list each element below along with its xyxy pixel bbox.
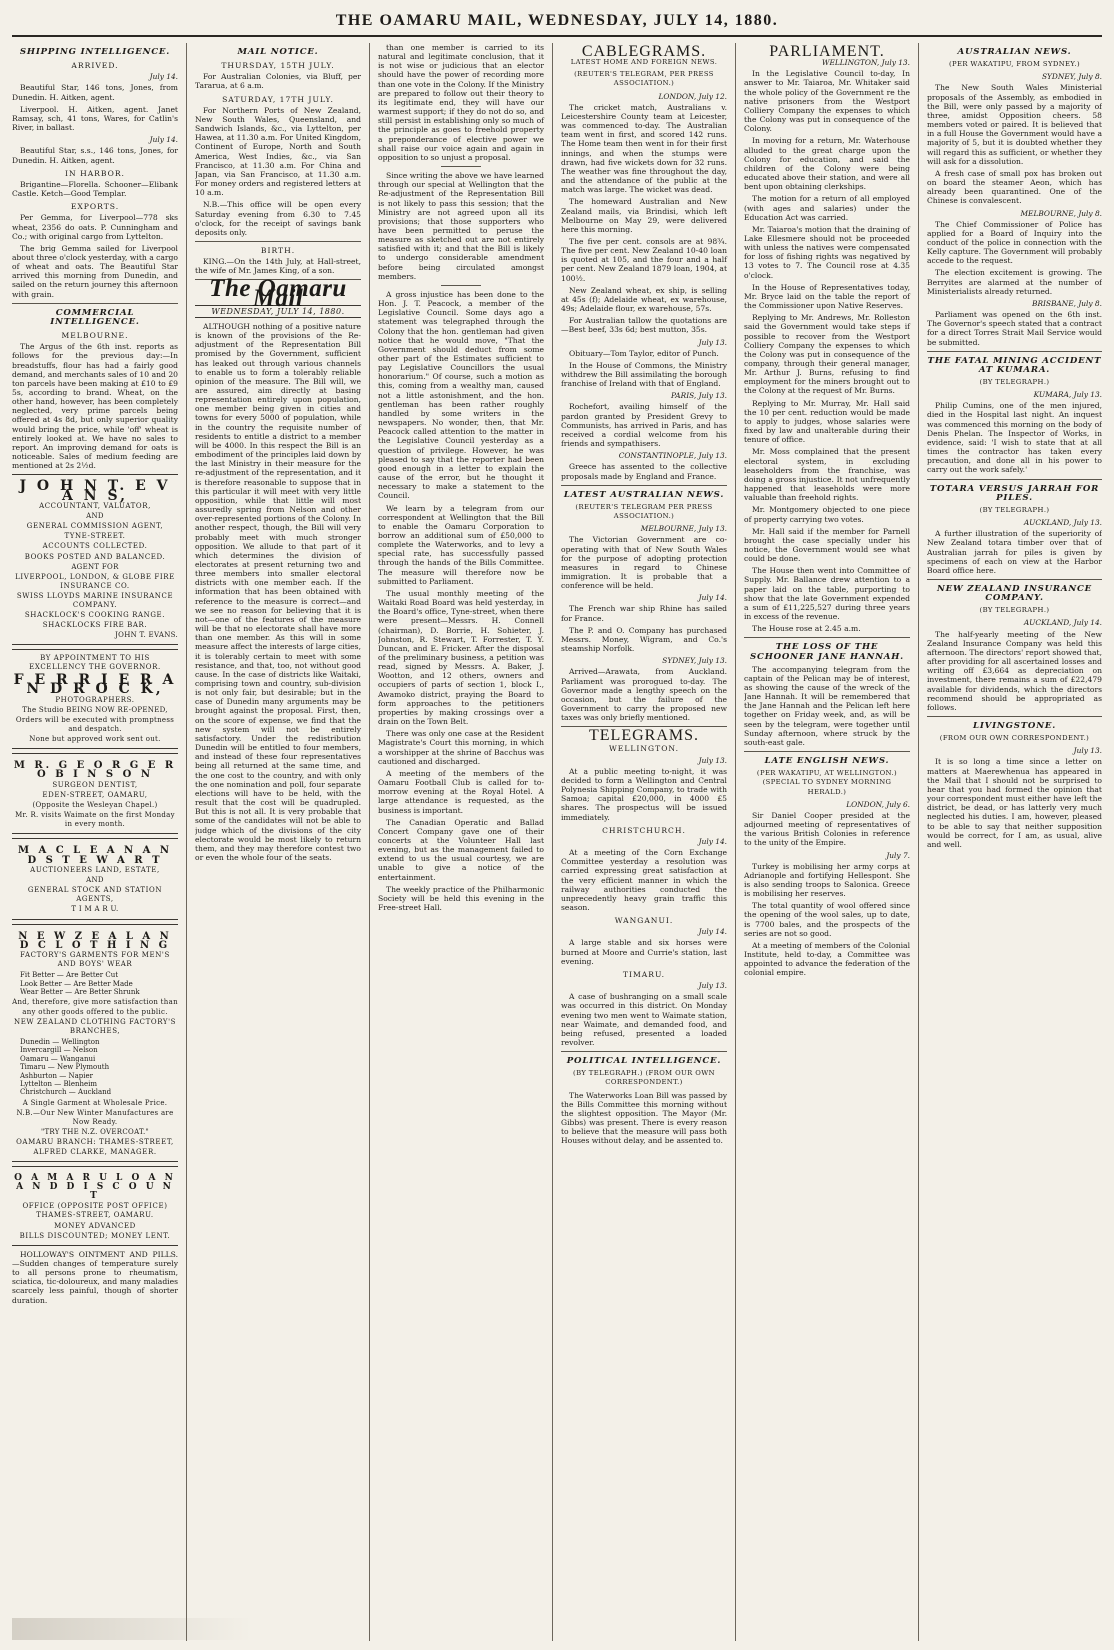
evans-line: ACCOUNTANT, VALUATOR, xyxy=(39,501,151,510)
dateline: July 13. xyxy=(698,981,727,991)
fatal-mining-heading: THE FATAL MINING ACCIDENT AT KUMARA. xyxy=(927,355,1102,375)
clothing-advert xyxy=(12,924,178,1162)
evans-line: TYNE-STREET. xyxy=(64,532,126,541)
news-text: Philip Cumins, one of the men injured, died in the Hospital last night. An inquest was commenced this morning on the body of Denis Phelan. The Inspector of Works, in evidence, said: 'I wish to state that at all times the contractor has taken every precaution, and done all in his power to carry out the work safely.' xyxy=(927,401,1102,475)
list-item: Invercargill — Nelson xyxy=(20,1046,98,1055)
parliament-text: Replying to Mr. Murray, Mr. Hall said the 10 per cent. reduction would be made to apply to judges, whose salaries were fixed by law and unalterable during their tenure of office. xyxy=(744,398,910,445)
loan-advert xyxy=(12,1166,178,1246)
maclean-line: AUCTIONEERS LAND, ESTATE, xyxy=(30,865,160,874)
clothing-line: FACTORY'S GARMENTS FOR MEN'S AND BOYS' WEAR xyxy=(20,950,170,968)
cable-text: Rochefort, availing himself of the pardon granted by President Grevy to Communists, has arrived in Paris, and has received a cordial welcome from his friends and sympathisers. xyxy=(561,402,727,449)
parliament-text: In the House of Representatives today, Mr. Bryce laid on the table the report of the Commissioner upon Native Reserves. xyxy=(744,282,910,311)
cable-text: The five per cent. consols are at 98¾. The five per cent. New Zealand 10-40 loan is quoted at 105, and the four and a half per cent. New Zealand 1879 loan, 1904, at 100½. xyxy=(561,236,727,283)
place-heading: WELLINGTON. xyxy=(608,744,679,754)
robinson-advert xyxy=(12,753,178,834)
cable-text: For Australian tallow the quotations are—Best beef, 33s 6d; best mutton, 35s. xyxy=(561,316,727,335)
column-4 xyxy=(561,43,736,1641)
list-item: Lyttelton — Blenheim xyxy=(20,1080,98,1088)
divider xyxy=(12,303,178,304)
list-item: Oamaru — Wanganui xyxy=(20,1054,96,1063)
news-text: The Victorian Government are co-operating with that of New South Wales for the purpose of adopting protection measures in regard to Chinese immigration. It is probable that a conference will be held. xyxy=(561,535,727,591)
parliament-text: The House then went into Committee of Supply. Mr. Ballance drew attention to a paper laid on the table, purporting to show that the late Government expended a sum of £11,225,527 during three years in excess of the revenue. xyxy=(744,566,910,622)
totara-source: (BY TELEGRAPH.) xyxy=(979,505,1050,514)
cablegrams-heading: CABLEGRAMS. xyxy=(581,43,707,60)
parliament-text: Mr. Taiaroa's motion that the draining of Lake Ellesmere should not be proceeded with unless the natives were compensated for loss of fishing rights was negatived by 13 votes to 7. The Council rose at 4.35 o'clock. xyxy=(744,224,910,280)
news-text: A fresh case of small pox has broken out on board the steamer Aeon, which has already been quarantined. One of the Chinese is convalescent. xyxy=(927,168,1102,206)
editorial-text: ALTHOUGH nothing of a positive nature is known of the provisions of the Re-adjustment of the Representation Bill promised by the Government, sufficient has leaked out through various channels to enable us to form a tolerably reliable opinion of the measure. The Bill will, we are assured, aim directly at basing representation entirely upon population, one member being given in cities and towns for every 5000 of population, while in the country the requisite number of residents to entitle a district to a member will be 4000. In this respect the Bill is an embodiment of the principles laid down by the last Ministry in their measure for the re-adjustment of the representation, and it is therefore reasonable to suppose that in this particular it will meet with very little opposition, while that little will most assuredly spring from Nelson and other over-represented portions of the Colony. In another respect, though, the Bill will very probably meet with much stronger opposition. We allude to that part of it which determines the division of electorates at present returning two and three members into smaller electoral districts with one member each. If the information that has been obtained with reference to the measure is correct—and we see no reason for believing that it is not—one of the features of the measure will be that no electorate shall have more than one member. As this will in some measure affect the interests of large cities, it is tolerably certain to meet with some resistance, and that, too, not without good cause. In the case of districts like Waitaki, comprising town and country, sub-division is not only fair, but desirable; but in the case of Dunedin many arguments may be brought against the proposal. First, then, on the score of expense, we find that the new system will not be entirely satisfactory. Under the redistribution Dunedin will be entitled to four members, and instead of these four representatives being all returned at the same time, and the one cost to the country, and with only the one nomination and poll, four separate elections will have to be held, with the result that the cost will be quadrupled. But this is not all. It is very probable that some of the candidates will not be able to judge which of the divisions of the city electorate would be most likely to return them, and they may therefore contest two or even the whole four of the seats. xyxy=(195,321,361,862)
evans-line: LIVERPOOL, LONDON, & GLOBE FIRE INSURANCE CO. xyxy=(15,572,175,590)
telegram-text: A case of bushranging on a small scale was occurred in this district. On Monday evening two men went to Waimate station, near Waimate, and demanded food, and being refused, presented a loaded revolver. xyxy=(561,992,727,1047)
maclean-line: AND xyxy=(86,875,104,884)
parliament-text: The motion for a return of all employed (with ages and salaries) under the Education Act was carried. xyxy=(744,194,910,222)
parliament-text: Replying to Mr. Andrews, Mr. Rolleston said the Government would take steps if possible to recover from the Westport Colliery Company the expenses to which the Colony was put in consequence of the company, through their general manager, Mr. Arthur J. Burns, refusing to find employment for the miners brought out to the Colony at the request of Mr. Burns. xyxy=(744,313,910,396)
political-text: The Waterworks Loan Bill was passed by the Bills Committee this morning without the slightest opposition. The Mayor (Mr. Gibbs) was present. There is every reason to believe that the measure will pass both Houses without delay, and be assented to. xyxy=(561,1090,727,1146)
maclean-name: M A C L E A N A N D S T E W A R T xyxy=(17,845,173,866)
evans-signature: JOHN T. EVANS. xyxy=(115,630,178,639)
loss-text: The accompanying telegram from the captain of the Pelican may be of interest, as showing the cause of the wreck of the Jane Hannah. It will be remembered that the Jane Hannah and the Pelican left here together on Friday week, and, as will be seen by the telegram, were together until Sunday afternoon, where struck by the south-east gale. xyxy=(744,664,910,747)
parliament-text: In moving for a return, Mr. Waterhouse alluded to the great charge upon the Colony for education, and said the children of the Colony were being educated above their station, and were all bent upon obtaining clerkships. xyxy=(744,136,910,192)
dateline: July 7. xyxy=(886,850,910,860)
list-item: Fit Better — Are Better Cut xyxy=(20,971,119,980)
divider xyxy=(927,579,1102,580)
robinson-line: (Opposite the Wesleyan Chapel.) xyxy=(32,800,158,809)
news-text: The total quantity of wool offered since the opening of the wool sales, up to date, is 7700 bales, and the prospects of the series are not so good. xyxy=(744,901,910,938)
news-text: A further illustration of the superiority of New Zealand totara timber over that of Australian jarrah for piles is given by specimens of each on view at the Harbor Board office here. xyxy=(927,529,1102,575)
clothing-line: And, therefore, give more satisfaction than any other goods offered to the public. xyxy=(12,998,178,1016)
divider xyxy=(441,285,481,286)
divider xyxy=(561,1051,727,1052)
evans-line: SHACKLOCK'S COOKING RANGE. SHACKLOCKS FIRE BAR. xyxy=(24,611,166,629)
news-text: Arrived—Arawata, from Auckland. Parliament was prorogued to-day. The Governor made a lengthy speech on the occasion, but the failure of the Government to carry the proposed new taxes was only briefly mentioned. xyxy=(561,667,727,723)
dateline: July 13. xyxy=(698,337,727,347)
column-6 xyxy=(927,43,1102,1641)
australian-news-heading: LATEST AUSTRALIAN NEWS. xyxy=(563,489,725,500)
place-heading: WANGANUI. xyxy=(614,916,674,926)
clothing-name: N E W Z E A L A N D C L O T H I N G xyxy=(18,930,172,951)
telegram-text: At a public meeting to-night, it was decided to form a Wellington and Central Polynesia Shipping Company, to trade with Samoa; capital £20,000, in 4000 £5 shares. The prospectus will be issued immediately. xyxy=(561,766,727,822)
telegrams-heading: TELEGRAMS. xyxy=(589,727,699,745)
loan-line: BILLS DISCOUNTED; MONEY LENT. xyxy=(19,1231,171,1240)
news-text: At a meeting of members of the Colonial Institute, held to-day, a Committee was appointed to advance the federation of the colonial empire. xyxy=(744,940,910,978)
dateline: SYDNEY, July 8. xyxy=(1041,72,1102,82)
column-2 xyxy=(195,43,370,1641)
news-paragraph: The usual monthly meeting of the Waitaki Road Board was held yesterday, in the Board's office, Tyne-street, when there were present—Messrs. H. Connell (chairman), D. Borrie, H. Sohieter, J. Johnston, R. Stewart, T. Forrester, T. Y. Duncan, and E. Fricker. After the disposal of the preliminary business, a petition was read, signed by Messrs. A. Baker, J. Wootton, and 12 others, owners and occupiers of parts of section 1, block I., Awamoko district, praying the Board to form approaches to the petitioners properties by making crossings over a drain on the Town Belt. xyxy=(378,588,544,727)
ferrier-line: BY APPOINTMENT TO HIS EXCELLENCY THE GOVERNOR. xyxy=(29,653,161,672)
birth-heading: BIRTH. xyxy=(260,245,296,255)
ferrier-line: The Studio BEING NOW RE-OPENED, xyxy=(22,705,168,714)
totara-heading: TOTARA VERSUS JARRAH FOR PILES. xyxy=(929,483,1100,503)
news-paragraph: The Canadian Operatic and Ballad Concert Company gave one of their concerts at the Volunteer Hall last evening, but as the management failed to extend to us the usual courtesy, we are unable to give a notice of the entertainment. xyxy=(378,817,544,882)
list-item: Wear Better — Are Better Shrunk xyxy=(20,987,140,996)
divider xyxy=(561,485,727,486)
birth-text: KING.—On the 14th July, at Hall-street, the wife of Mr. James King, of a son. xyxy=(195,257,361,276)
exports-label: EXPORTS. xyxy=(70,202,120,212)
livingstone-source: (FROM OUR OWN CORRESPONDENT.) xyxy=(939,734,1090,743)
list-item: Dunedin — Wellington xyxy=(20,1037,100,1046)
nz-insurance-heading: NEW ZEALAND INSURANCE COMPANY. xyxy=(937,583,1092,604)
cablegrams-subheading: LATEST HOME AND FOREIGN NEWS. xyxy=(570,58,718,67)
dateline: AUCKLAND, July 14. xyxy=(1023,618,1102,628)
holloway-advert: HOLLOWAY'S OINTMENT AND PILLS.—Sudden changes of temperature surely to all persons prone to rheumatism, sciatica, tic-doloureux, and many maladies scarcely less painful, though of shorter duration. xyxy=(12,1249,178,1305)
maclean-advert xyxy=(12,838,178,919)
news-text: The half-yearly meeting of the New Zealand Insurance Company was held this afternoon. The directors' report showed that, after providing for all ascertained losses and writing off £3,664 as depreciation on investment, there remains a sum of £22,479 available for dividends, which the directors recommend should be appropriated as follows. xyxy=(927,629,1102,712)
dateline: WELLINGTON, July 13. xyxy=(821,58,910,68)
telegram-text: At a meeting of the Corn Exchange Committee yesterday a resolution was carried expressing great satisfaction at the very efficient manner in which the railway authorities conducted the unprecedently heavy grain traffic this season. xyxy=(561,848,727,912)
divider xyxy=(744,751,910,752)
dateline: BRISBANE, July 8. xyxy=(1032,298,1102,308)
australian-news-source: (PER WAKATIPU, FROM SYDNEY.) xyxy=(948,60,1081,69)
melbourne-label: MELBOURNE. xyxy=(61,331,129,341)
evans-line: AND xyxy=(86,511,104,520)
nz-insurance-source: (BY TELEGRAPH.) xyxy=(979,606,1050,615)
news-paragraph: A meeting of the members of the Oamaru Football Club is called for to-morrow evening at the Royal Hotel. A large attendance is requested, as the business is important. xyxy=(378,768,544,815)
ferrier-line: None but approved work sent out. xyxy=(29,735,161,744)
divider xyxy=(927,716,1102,717)
fatal-mining-source: (BY TELEGRAPH.) xyxy=(979,378,1050,386)
sailed-date: July 14. xyxy=(149,135,178,145)
late-english-heading: LATE ENGLISH NEWS. xyxy=(764,756,890,767)
news-text: The election excitement is growing. The Berryites are alarmed at the number of Ministerialists already returned. xyxy=(927,268,1102,296)
news-text: Parliament was opened on the 6th inst. The Governor's speech stated that a contract for a direct Torres Strait Mail Service would be submitted. xyxy=(927,310,1102,347)
sailed-text: Liverpool. H. Aitken, agent. Janet Ramsay, sch, 41 tons, Wares, for Catlin's River, in ballast. xyxy=(12,104,178,133)
maclean-line: T I M A R U. xyxy=(71,905,119,914)
in-harbor-label: IN HARBOR. xyxy=(65,168,125,178)
loss-heading: THE LOSS OF THE SCHOONER JANE HANNAH. xyxy=(750,642,904,662)
mail-text: For Australian Colonies, via Bluff, per Tararua, at 6 a.m. xyxy=(195,72,361,91)
cable-text: The homeward Australian and New Zealand mails, via Brindisi, which left Melbourne on May 29, were delivered here this morning. xyxy=(561,197,727,234)
mail-notice-heading: MAIL NOTICE. xyxy=(237,47,319,57)
evans-line: BOOKS POSTED AND BALANCED. xyxy=(24,552,166,561)
news-text: Sir Daniel Cooper presided at the adjourned meeting of representatives of the various British Colonies in reference to the unity of the Empire. xyxy=(744,810,910,848)
news-paragraph: A gross injustice has been done to the Hon. J. T. Peacock, a member of the Legislative Council. Some days ago a statement was telegraphed through the Colony that the hon. gentleman had given notice that he would move, "That the Government should deduct from some other part of the Estimates sufficient to pay Legislative Councillors the usual honorarium." Of course, such a motion as this, coming from a wealthy man, caused not a little astonishment, and the hon. gentleman has been rather roughly handled by some writers in the newspapers. No wonder, then, that Mr. Peacock called attention to the matter in the Legislative Council yesterday as a question of privilege. However, he was pleased to say that the reporter had been good enough in a letter to explain the cause of the error, but he thought it necessary to make a statement to the Council. xyxy=(378,289,544,501)
dateline: July 14. xyxy=(698,927,727,937)
dateline: July 13. xyxy=(698,755,727,765)
divider xyxy=(927,351,1102,352)
cable-text: Greece has assented to the collective proposals made by England and France. xyxy=(561,462,727,481)
arrived-label: ARRIVED. xyxy=(71,61,119,71)
telegram-text: A large stable and six horses were burned at Moore and Currie's station, last evening. xyxy=(561,938,727,966)
in-harbor-text: Brigantine—Florella. Schooner—Elibank Castle. Ketch—Good Templar. xyxy=(12,179,178,199)
loan-line: OFFICE (OPPOSITE POST OFFICE) THAMES-STREET, OAMARU. xyxy=(22,1202,168,1220)
list-item: Christchurch — Auckland xyxy=(20,1088,112,1097)
mail-day: SATURDAY, 17TH JULY. xyxy=(222,94,334,104)
dateline: SYDNEY, July 13. xyxy=(662,656,727,666)
dateline: CONSTANTINOPLE, July 13. xyxy=(618,451,727,461)
cable-text: The cricket match, Australians v. Leicestershire County team at Leicester, was commenced to-day. The Australian team went in first, and scored 142 runs. The Home team then went in for their first innings, and when the stumps were drawn, had five wickets down for 32 runs. The weather was fine throughout the day, and the attendance of the public at the match was large. The wicket was dead. xyxy=(561,102,727,195)
dateline: July 13. xyxy=(1073,746,1102,756)
columns xyxy=(12,43,1102,1641)
ferrier-advert xyxy=(12,649,178,749)
clothing-line: NEW ZEALAND CLOTHING FACTORY'S BRANCHES, xyxy=(13,1017,177,1035)
branches-list xyxy=(20,1038,178,1097)
evans-line: AGENT FOR xyxy=(71,562,119,571)
news-text: The Chief Commissioner of Police has applied for a Board of Inquiry into the conduct of the police in connection with the Kelly capture. The Government will probably accede to the request. xyxy=(927,219,1102,266)
mail-day: THURSDAY, 15TH JULY. xyxy=(221,61,335,71)
australian-news-source: (REUTER'S TELEGRAM PER PRESS ASSOCIATION.) xyxy=(575,502,713,521)
evans-line: ACCOUNTS COLLECTED. xyxy=(42,542,148,551)
divider xyxy=(744,637,910,638)
dateline: PARIS, July 13. xyxy=(671,391,727,401)
news-text: The New South Wales Ministerial proposals of the Assembly, as embodied in the Bill, were only passed by a majority of three, amidst Opposition cheers. 58 members voted or paired. It is believed that in a full House the Government would have a majority of 5, but it is doubted whether they will regard this as sufficient, or whether they will ask for a dissolution. xyxy=(927,83,1102,166)
masthead: THE OAMARU MAIL, WEDNESDAY, JULY 14, 1880. xyxy=(12,12,1102,37)
dateline: KUMARA, July 13. xyxy=(1033,390,1102,400)
clothing-line: N.B.—Our New Winter Manufactures are Now Ready. xyxy=(16,1108,174,1127)
column-3 xyxy=(378,43,553,1641)
news-paragraph: There was only one case at the Resident Magistrate's Court this morning, in which a worshipper at the shrine of Bacchus was cautioned and discharged. xyxy=(378,729,544,766)
divider xyxy=(441,166,481,167)
news-text: The French war ship Rhine has sailed for France. xyxy=(561,604,727,623)
shipping-heading: SHIPPING INTELLIGENCE. xyxy=(19,47,171,57)
list-item: Look Better — Are Better Made xyxy=(20,979,133,988)
loan-name: O A M A R U L O A N A N D D I S C O U N T xyxy=(14,1172,176,1202)
news-paragraph: We learn by a telegram from our correspondent at Wellington that the Bill to enable the Oamaru Corporation to borrow an additional sum of £50,000 to complete the Waterworks, and to levy a special rate, has successfully passed through the hands of the Bills Committee. The measure will therefore now be submitted to Parliament. xyxy=(378,503,544,586)
australian-news-heading: AUSTRALIAN NEWS. xyxy=(957,47,1072,57)
list-item: Timaru — New Plymouth xyxy=(20,1063,110,1072)
parliament-text: Mr. Montgomery objected to one piece of property carrying two votes. xyxy=(744,505,910,524)
cable-text: New Zealand wheat, ex ship, is selling at 45s (f); Adelaide wheat, ex warehouse, 49s; Adelaide flour, ex warehouse, 57s. xyxy=(561,285,727,314)
editorial-continued: than one member is carried to its natural and legitimate conclusion, that it is not wise or judicious that an elector should have the power of recording more than one vote in the Colony. If the Ministry are prepared to follow out their theory to its legitimate end, they will have our warmest support; if they do not do so, and still persist in establishing only so much of the principle as goes to freehold property a preponderance of elective power we shall raise our voice again and again in opposition to so unjust a proposal. xyxy=(378,43,544,162)
political-source: (BY TELEGRAPH.) (FROM OUR OWN CORRESPONDENT.) xyxy=(573,1069,715,1087)
arrived-text: Beautiful Star, 146 tons, Jones, from Dunedin. H. Aitken, agent. xyxy=(12,83,178,102)
parliament-text: In the Legislative Council to-day, In answer to Mr. Taiaroa, Mr. Whitaker said the whole policy of the Government re the native prisoners from the Westport Colliery Company the expenses to which the Colony was put in consequence of the Colony. xyxy=(744,69,910,134)
clothing-line: "TRY THE N.Z. OVERCOAT." xyxy=(40,1128,150,1137)
news-paragraph: The weekly practice of the Philharmonic Society will be held this evening in the Free-street Hall. xyxy=(378,884,544,913)
parliament-text: Mr. Hall said if the member for Parnell brought the case specially under his notice, the Government would see what could be done. xyxy=(744,526,910,564)
commercial-heading: COMMERCIAL INTELLIGENCE. xyxy=(50,307,140,327)
late-english-source: (PER WAKATIPU, AT WELLINGTON.) (SPECIAL TO SYDNEY MORNING HERALD.) xyxy=(756,769,898,796)
news-text: It is so long a time since a letter on matters at Maerewhenua has appeared in the Mail that I should not be surprised to hear that you had formed the opinion that your correspondent must either have left the district, be dead, or has latterly very much neglected his duties. I am, however, pleased to be able to say that neither supposition would be correct, for I am, as usual, alive and well. xyxy=(927,757,1102,849)
melbourne-text: The Argus of the 6th inst. reports as follows for the previous day:—In breadstuffs, flour has had a fairly good demand, and merchants sales of 10 and 20 ton parcels have been making at £10 to £9 5s, according to brand. Wheat, on the other hand, however, has been completely neglected, very prime parcels being offered at 4s 8d, but only superior quality would bring the price, while 'off' wheat is entirely looked at. We have no sales to report. An improving demand for oats is noticeable. Sales of medium feeding are mentioned at 2s 2½d. xyxy=(12,342,178,471)
maclean-line: GENERAL STOCK AND STATION AGENTS, xyxy=(27,886,163,904)
news-text: Turkey is mobilising her army corps at Adrianople and fortifying Hellespont. She is also sending troops to Salonica. Greece is mobilising her reserves. xyxy=(744,861,910,899)
evans-name: J O H N T. E V A N S, xyxy=(19,478,171,504)
news-text: The P. and O. Company has purchased Messrs. Money, Wigram, and Co.'s steamship Norfolk. xyxy=(561,625,727,654)
dateline: July 14. xyxy=(698,836,727,846)
cablegrams-source: (REUTER'S TELEGRAM, PER PRESS ASSOCIATION.) xyxy=(574,70,714,88)
dateline: MELBOURNE, July 8. xyxy=(1020,208,1102,218)
robinson-line: EDEN-STREET, OAMARU, xyxy=(42,790,148,799)
parliament-heading: PARLIAMENT. xyxy=(769,43,885,60)
news-paragraph: Since writing the above we have learned through our special at Wellington that the Re-adjustment of the Representation Bill is not likely to pass this session; that the Ministry are not agreed upon all its provisions; that those supporters who have been permitted to peruse the measure as sketched out are not entirely satisfied with it; and that the Bill is likely to undergo considerable amendment before being circulated amongst members. xyxy=(378,171,544,281)
loan-line: MONEY ADVANCED xyxy=(54,1221,136,1230)
robinson-line: SURGEON DENTIST, xyxy=(52,780,138,789)
list-item: Ashburton — Napier xyxy=(20,1071,93,1080)
shipping-notes: The brig Gemma sailed for Liverpool about three o'clock yesterday, with a cargo of wheat and oats. The Beautiful Star arrived this morning from Dunedin, and sailed on the return journey this afternoon with grain. xyxy=(12,243,178,299)
clothing-line: OAMARU BRANCH: THAMES-STREET, ALFRED CLARKE, MANAGER. xyxy=(16,1138,174,1156)
newspaper-flag: The Oamaru Mail xyxy=(209,275,347,312)
robinson-line: Mr. R. visits Waimate on the first Monday in every month. xyxy=(15,811,175,829)
place-heading: TIMARU. xyxy=(622,969,666,979)
parliament-text: The House rose at 2.45 a.m. xyxy=(752,624,861,634)
divider xyxy=(927,479,1102,480)
mail-text: N.B.—This office will be open every Saturday evening from 6.30 to 7.45 o'clock, for the receipt of savings bank deposits only. xyxy=(195,200,361,237)
ferrier-line: Orders will be executed with promptness and despatch. xyxy=(15,715,175,733)
dateline: AUCKLAND, July 13. xyxy=(1023,518,1102,528)
divider xyxy=(195,241,361,242)
political-heading: POLITICAL INTELLIGENCE. xyxy=(566,1056,722,1067)
evans-advert xyxy=(12,474,178,645)
place-heading: CHRISTCHURCH. xyxy=(602,825,686,835)
ferrier-line: PHOTOGRAPHERS. xyxy=(55,695,135,704)
evans-line: SWISS LLOYDS MARINE INSURANCE COMPANY. xyxy=(16,592,174,610)
robinson-name: M R. G E O R G E R O B I N S O N xyxy=(13,760,177,781)
flag-date: WEDNESDAY, JULY 14, 1880. xyxy=(195,305,361,318)
clothing-line: A Single Garment at Wholesale Price. xyxy=(22,1098,168,1107)
arrived-date: July 14. xyxy=(149,72,178,82)
dateline: MELBOURNE, July 13. xyxy=(640,524,727,534)
exports-text: Per Gemma, for Liverpool—778 sks wheat, 2356 do oats. P. Cunningham and Co.; with original cargo from Lyttelton. xyxy=(12,213,178,241)
sailed-text-2: Beautiful Star, s.s., 146 tons, Jones, for Dunedin. H. Aitken, agent. xyxy=(12,146,178,165)
clothing-list xyxy=(20,971,178,996)
livingstone-heading: LIVINGSTONE. xyxy=(972,721,1057,731)
cable-text: Obituary—Tom Taylor, editor of Punch. xyxy=(569,348,719,358)
ferrier-name: F E R R I E R A N D R O C K, xyxy=(13,672,177,698)
parliament-text: Mr. Moss complained that the present electoral system, in excluding leaseholders from the franchise, was doing a gross injustice. It not unfrequently happened that leaseholds were more valuable than freehold rights. xyxy=(744,447,910,503)
dateline: July 14. xyxy=(698,593,727,603)
column-1 xyxy=(12,43,187,1641)
cable-text: In the House of Commons, the Ministry withdrew the Bill assimilating the borough franchise of Ireland with that of England. xyxy=(561,360,727,389)
evans-line: GENERAL COMMISSION AGENT, xyxy=(26,522,164,531)
mail-text: For Northern Ports of New Zealand, New South Wales, Queensland, and Sandwich Islands, &c., via Lyttelton, per Hawea, at 11.30 a.m. For United Kingdom, Continent of Europe, North and South America, West Indies, &c., via San Francisco, at 11.30 a.m. For China and Japan, via San Francisco, at 11.30 a.m. For money orders and registered letters at 10 a.m. xyxy=(195,105,361,198)
column-5 xyxy=(744,43,919,1641)
dateline: LONDON, July 12. xyxy=(658,91,727,101)
dateline: LONDON, July 6. xyxy=(846,799,910,809)
